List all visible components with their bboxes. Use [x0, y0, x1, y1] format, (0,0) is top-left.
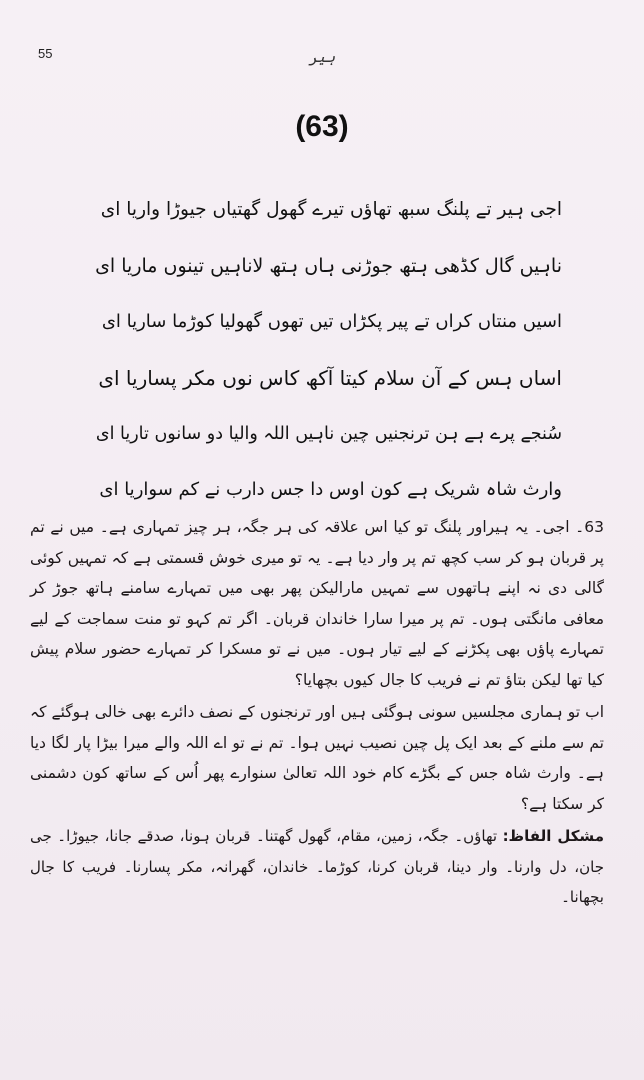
verse-line: اجی ہیر تے پلنگ سبھ تھاؤں تیرے گھول گھتیاں جیوڑا واریا ای: [100, 199, 562, 220]
page-number: 55: [38, 46, 53, 61]
commentary-paragraph: اب تو ہماری مجلسیں سونی ہوگئی ہیں اور ترنجنوں کے نصف دائرے بھی خالی ہوگئے کہ تم سے ملنے کے بعد ایک پل چین نصیب نہیں ہوا۔ تم نے تو اے اللہ والے میرا بیڑا پار لگا دیا ہے۔ وارث شاہ جس کے بگڑے کام خود اللہ تعالیٰ سنوارے پھر اُس کے ساتھ کون دشمنی کر سکتا ہے؟: [30, 703, 604, 813]
verse-line: سُنجے پرے ہے ہن ترنجنیں چین ناہیں اللہ والیا دو سانوں تاریا ای: [95, 424, 562, 444]
running-title: ہیر: [308, 48, 336, 66]
poem-number: (63): [295, 110, 349, 143]
glossary-text: تھاؤں۔ جگہ، زمین، مقام، گھول گھتنا۔ قربان ہونا، صدقے جانا، جیوڑا۔ جی جان، دل وارنا۔ وار دینا، قربان کرنا، کوڑما۔ خاندان، گھرانہ، مکر پسارنا۔ فریب کا جال بچھانا۔: [30, 827, 604, 906]
glossary: [30, 821, 604, 913]
verse-list: [92, 182, 562, 518]
commentary-paragraph: 63۔ اجی۔ یہ ہیراور پلنگ تو کیا اس علاقہ کی ہر جگہ، ہر چیز تمہاری ہے۔ میں نے تم پر قربان ہو کر سب کچھ تم پر وار دیا ہے۔ یہ تو میری خوش قسمتی ہے کہ تمہیں کوئی گالی دی نہ اپنے ہاتھوں سے تمہیں مارالیکن پھر بھی میں تمہارے سامنے ہاتھ جوڑ کر معافی مانگتی ہوں۔ تم پر میرا سارا خاندان قربان۔ اگر تم کہو تو منت سماجت کے لیے تمہارے پاؤں بھی پکڑنے کے لیے تیار ہوں۔ میں نے تو مسکرا کر تمہارے حضور سلام پیش کیا تھا لیکن بتاؤ تم نے فریب کا جال کیوں بچھایا؟: [30, 518, 604, 689]
glossary-label: مشکل الفاظ:: [502, 827, 604, 845]
verse-line: وارث شاہ شریک ہے کون اوس دا جس دارب نے کم سواریا ای: [99, 479, 562, 500]
verse-line: اسیں منتاں کراں تے پیر پکڑاں تیں تھوں گھولیا کوڑما ساریا ای: [101, 311, 562, 332]
verse-line: ناہیں گال کڈھی ہتھ جوڑنی ہاں ہتھ لاناہیں تینوں ماریا ای: [95, 255, 562, 277]
verse-line: اساں ہس کے آن سلام کیتا آکھ کاس نوں مکر پساریا ای: [98, 366, 562, 390]
commentary: [30, 512, 604, 915]
